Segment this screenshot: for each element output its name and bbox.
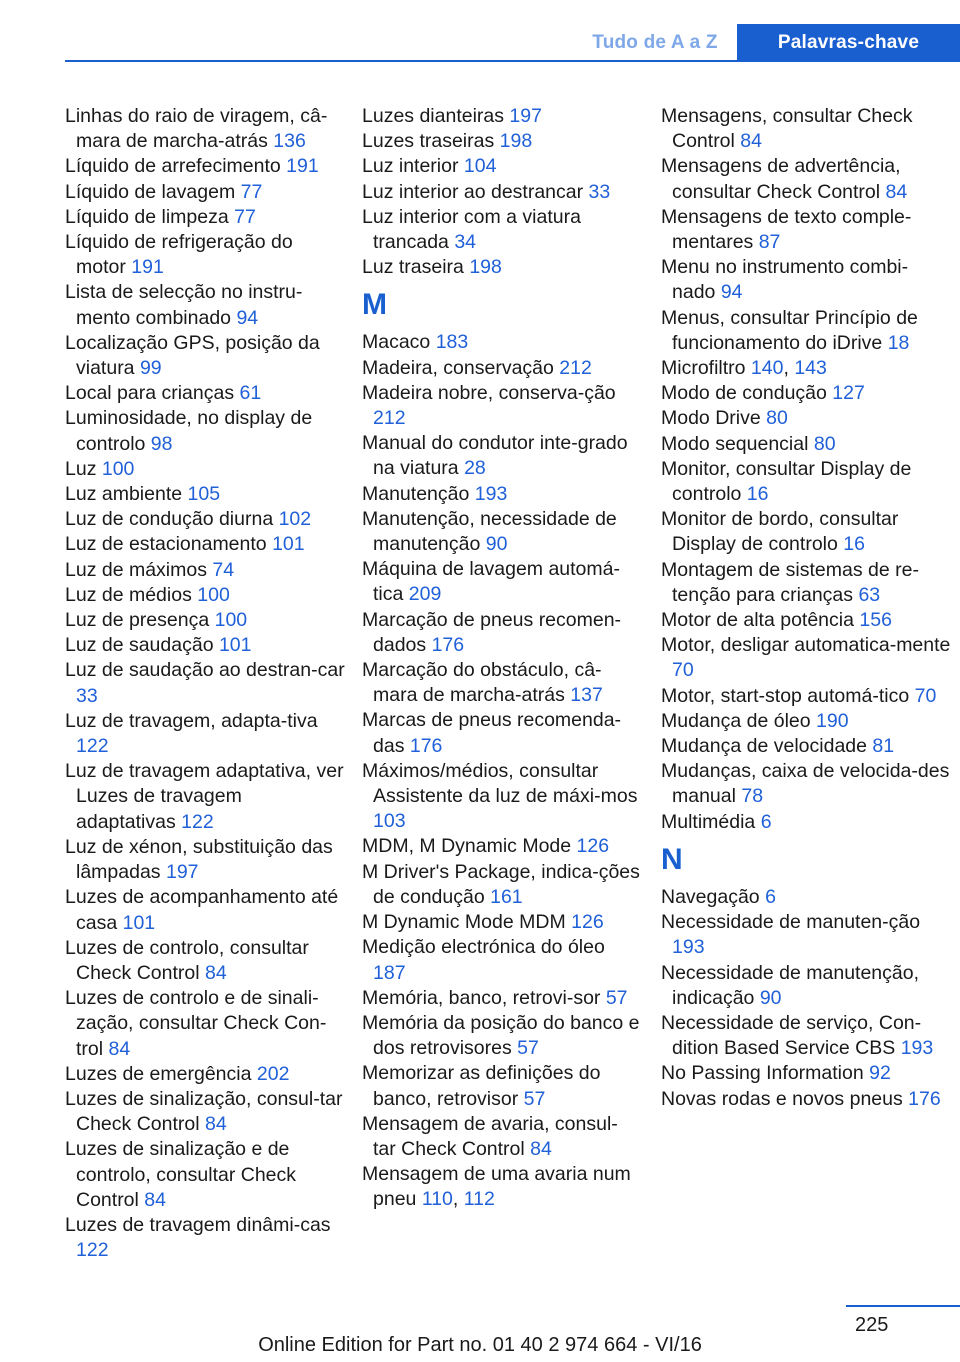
index-entry <box>661 734 951 759</box>
index-term: Marcação do obstáculo, câ-mara de marcha-atrás <box>362 659 602 707</box>
index-entry <box>65 885 345 935</box>
page-link[interactable]: 100 <box>214 609 248 632</box>
index-term: Madeira, conservação <box>362 356 560 379</box>
index-term: M Driver's Package, indica-ções de condução <box>362 860 640 908</box>
index-entry <box>65 154 345 179</box>
index-entry <box>65 633 345 658</box>
page-link[interactable]: 126 <box>576 835 610 858</box>
page-link[interactable]: 105 <box>187 483 221 506</box>
index-term: No Passing Information <box>661 1062 870 1085</box>
index-entry <box>65 381 345 406</box>
index-entry <box>661 810 951 835</box>
page-link[interactable]: 84 <box>108 1037 131 1060</box>
index-entry <box>362 482 640 507</box>
index-term: Máximos/médios, consultar Assistente da luz de máxi-mos <box>362 759 638 808</box>
page-link[interactable]: 187 <box>373 961 406 984</box>
index-entry <box>362 759 640 835</box>
index-term: Necessidade de manuten-ção <box>661 911 921 934</box>
index-term: Luz de médios <box>65 583 198 606</box>
index-entry <box>362 910 640 935</box>
index-entry <box>362 986 640 1011</box>
page-link[interactable]: 84 <box>144 1188 166 1211</box>
index-entry <box>661 885 951 910</box>
index-term: Macaco <box>362 331 436 354</box>
index-term: Modo Drive <box>661 407 767 430</box>
page-link[interactable]: 90 <box>485 533 508 556</box>
index-term: Luz interior com a viatura trancada <box>362 205 581 254</box>
index-entry <box>362 330 640 355</box>
page-link[interactable]: 94 <box>236 306 259 329</box>
page-link[interactable]: 101 <box>272 533 305 556</box>
page-link[interactable]: 77 <box>234 205 256 228</box>
page-link[interactable]: 212 <box>373 407 406 430</box>
page-link[interactable]: 176 <box>409 734 443 757</box>
page-link[interactable]: 84 <box>530 1137 552 1160</box>
index-term: Luz de saudação ao destran-car <box>65 659 345 682</box>
index-entry <box>65 180 345 205</box>
index-entry <box>661 759 951 809</box>
index-term: Mudanças, caixa de velocida-des manual <box>661 760 950 808</box>
index-term: Líquido de refrigeração do motor <box>65 231 293 279</box>
index-term: Multimédia <box>661 810 761 833</box>
index-term: Mudança de velocidade <box>661 735 873 758</box>
index-term: Mensagem de avaria, consul-tar Check Control <box>362 1112 618 1160</box>
index-term: MDM, M Dynamic Mode <box>362 835 577 858</box>
index-term: Mudança de óleo <box>661 709 817 732</box>
index-term: Linhas do raio de viragem, câ-mara de marcha-atrás <box>65 105 328 153</box>
index-term: Luzes de controlo, consultar Check Control <box>65 936 309 984</box>
index-entry <box>65 583 345 608</box>
index-term: Monitor de bordo, consultar Display de controlo <box>661 508 899 556</box>
index-term: Luz de travagem adaptativa, ver Luzes de travagem adaptativas <box>65 760 344 833</box>
index-entry <box>362 431 640 481</box>
page-link[interactable]: 57 <box>523 1087 546 1110</box>
page-link[interactable]: 122 <box>76 735 109 758</box>
index-entry <box>661 1087 951 1112</box>
page-link[interactable]: 101 <box>218 634 252 657</box>
page-link[interactable]: 122 <box>181 810 214 833</box>
page-link[interactable]: 137 <box>570 684 603 707</box>
index-entry <box>362 154 640 179</box>
index-entry <box>65 230 345 280</box>
index-term: Microfiltro <box>661 357 751 380</box>
page-link[interactable]: 176 <box>908 1087 941 1110</box>
section-letter: M <box>362 288 387 322</box>
index-entry <box>65 457 345 482</box>
index-term: Líquido de lavagem <box>65 180 241 203</box>
index-term: Luzes dianteiras <box>362 105 510 127</box>
page-link[interactable]: 63 <box>858 583 881 606</box>
index-entry <box>65 709 345 759</box>
index-term: Manutenção, necessidade de manutenção <box>362 507 617 556</box>
page-link[interactable]: 122 <box>76 1239 109 1262</box>
index-entry <box>65 936 345 986</box>
page-link[interactable]: 90 <box>759 986 782 1009</box>
index-term: Novas rodas e novos pneus <box>661 1087 909 1110</box>
index-entry <box>661 205 951 255</box>
page-link[interactable]: 61 <box>239 382 262 405</box>
page-link[interactable]: 197 <box>509 105 542 127</box>
index-entry <box>65 1137 345 1213</box>
page-link[interactable]: 140 <box>750 357 784 380</box>
index-term: Necessidade de manutenção, indicação <box>661 961 920 1009</box>
index-entry <box>65 759 345 835</box>
page-link[interactable]: 103 <box>373 810 406 833</box>
index-term: Manutenção <box>362 482 475 505</box>
header-tab-palavras-chave[interactable]: Palavras-chave <box>737 24 960 62</box>
page-link[interactable]: 197 <box>165 861 199 884</box>
index-entry <box>362 708 640 758</box>
index-term: Mensagens, consultar Check Control <box>661 105 913 153</box>
page-link[interactable]: 77 <box>240 180 263 203</box>
index-term: Mensagem de uma avaria num pneu <box>362 1163 631 1211</box>
index-entry <box>65 532 345 557</box>
header-rule <box>65 60 960 62</box>
index-entry <box>362 205 640 255</box>
index-entry <box>65 558 345 583</box>
index-term: Luz ambiente <box>65 483 188 506</box>
index-entry <box>661 154 951 204</box>
index-column-2 <box>362 104 640 1213</box>
page-link[interactable]: 33 <box>588 180 611 203</box>
page-link[interactable]: 100 <box>101 457 135 480</box>
page-link[interactable]: 94 <box>720 281 743 304</box>
page-link[interactable]: 16 <box>843 533 865 556</box>
index-entry <box>661 910 951 960</box>
index-entry <box>661 633 951 683</box>
index-entry <box>65 986 345 1062</box>
index-entry <box>661 961 951 1011</box>
index-entry <box>661 558 951 608</box>
index-term: Navegação <box>661 885 766 908</box>
index-term: Luz de travagem, adapta-tiva <box>65 709 318 732</box>
index-entry <box>362 834 640 859</box>
index-term: Líquido de limpeza <box>65 205 235 228</box>
page-link[interactable]: 190 <box>816 709 849 732</box>
index-entry <box>362 1011 640 1061</box>
page-link[interactable]: 87 <box>758 231 781 254</box>
index-term: Monitor, consultar Display de controlo <box>661 457 912 506</box>
page-link[interactable]: 81 <box>872 735 895 758</box>
index-term: Modo sequencial <box>661 432 814 455</box>
index-entry <box>65 205 345 230</box>
index-term: Montagem de sistemas de re-tenção para crianças <box>661 558 919 606</box>
index-entry <box>661 457 951 507</box>
footer-rule <box>846 1305 960 1307</box>
section-letter: N <box>661 842 683 876</box>
index-term: Luz de estacionamento <box>65 533 273 556</box>
index-term: Luz de condução diurna <box>65 508 279 531</box>
index-entry <box>65 1087 345 1137</box>
page-link[interactable]: 34 <box>454 231 477 254</box>
index-term: Luz de saudação <box>65 634 219 657</box>
index-entry <box>362 658 640 708</box>
index-term: Motor de alta potência <box>661 609 860 632</box>
page-link[interactable]: 176 <box>431 633 465 656</box>
page-link[interactable]: 84 <box>204 961 227 984</box>
index-term: Memorizar as definições do banco, retrovisor <box>362 1062 601 1110</box>
page-link[interactable]: 193 <box>672 936 705 959</box>
index-entry <box>362 507 640 557</box>
index-term: Medição electrónica do óleo <box>362 936 605 959</box>
page-link[interactable]: 110 <box>421 1188 453 1211</box>
page-link[interactable]: 80 <box>813 432 836 455</box>
index-entry <box>65 658 345 708</box>
index-entry <box>362 180 640 205</box>
index-entry <box>661 709 951 734</box>
index-entry <box>65 835 345 885</box>
index-entry <box>362 255 640 280</box>
index-entry <box>65 104 345 154</box>
index-entry <box>661 1061 951 1086</box>
page-link[interactable]: 28 <box>464 457 486 480</box>
index-term: Luzes de sinalização, consul-tar Check Control <box>65 1087 343 1136</box>
index-entry <box>362 1112 640 1162</box>
index-term: Mensagens de advertência, consultar Check Control <box>661 155 901 203</box>
index-entry <box>65 608 345 633</box>
index-term: Luzes de sinalização e de controlo, consultar Check Control <box>65 1138 297 1211</box>
page-link[interactable]: 112 <box>463 1188 495 1211</box>
index-entry <box>362 557 640 607</box>
page-link[interactable]: 84 <box>885 180 908 203</box>
index-entry <box>362 104 640 129</box>
index-term: Motor, desligar automatica-mente <box>661 634 951 657</box>
page-link[interactable]: 84 <box>204 1113 227 1136</box>
page-link[interactable]: 57 <box>605 986 628 1009</box>
index-entry <box>661 432 951 457</box>
page-link[interactable]: 92 <box>869 1062 891 1085</box>
page-link[interactable]: 78 <box>741 785 764 808</box>
page-link[interactable]: 74 <box>212 558 235 581</box>
page-link[interactable]: 104 <box>463 155 497 178</box>
index-term: Modo de condução <box>661 382 833 405</box>
index-entry <box>362 381 640 431</box>
index-term: Localização GPS, posição da viatura <box>65 331 320 380</box>
index-entry <box>362 1061 640 1111</box>
page-separator: , <box>452 1188 464 1211</box>
index-entry <box>661 406 951 431</box>
page-number: 225 <box>855 1314 889 1336</box>
index-term: Máquina de lavagem automá-tica <box>362 558 620 606</box>
page-link[interactable]: 98 <box>150 432 173 455</box>
page-link[interactable]: 191 <box>286 155 319 178</box>
index-term: Luz interior ao destrancar <box>362 180 589 203</box>
page-link[interactable]: 100 <box>197 583 230 606</box>
index-term: Luz de presença <box>65 609 215 632</box>
page-link[interactable]: 136 <box>273 130 306 153</box>
index-entry <box>661 306 951 356</box>
page-link[interactable]: 33 <box>76 684 98 707</box>
index-term: Manual do condutor inte-grado na viatura <box>362 432 628 480</box>
index-column-1 <box>65 104 345 1263</box>
index-term: Marcas de pneus recomenda-das <box>362 709 622 757</box>
page-link[interactable]: 99 <box>139 357 162 380</box>
index-entry <box>661 255 951 305</box>
index-term: Memória da posição do banco e dos retrovisores <box>362 1011 640 1060</box>
page-link[interactable]: 127 <box>832 382 865 405</box>
index-entry <box>362 129 640 154</box>
index-term: Luzes traseiras <box>362 130 500 153</box>
index-entry <box>661 381 951 406</box>
index-entry <box>661 356 951 381</box>
index-entry <box>362 608 640 658</box>
index-term: Luz de xénon, substituição das lâmpadas <box>65 835 333 884</box>
page-link[interactable]: 209 <box>408 583 442 606</box>
index-term: Madeira nobre, conserva-ção <box>362 381 616 404</box>
page-link[interactable]: 191 <box>131 256 164 279</box>
index-term: Luzes de acompanhamento até casa <box>65 886 339 934</box>
page-link[interactable]: 70 <box>672 659 694 682</box>
page-link[interactable]: 143 <box>794 357 827 380</box>
page-link[interactable]: 18 <box>887 331 910 354</box>
index-term: Líquido de arrefecimento <box>65 155 287 178</box>
index-term: Luzes de travagem dinâmi-cas <box>65 1213 331 1236</box>
index-term: Luz interior <box>362 155 464 178</box>
page-link[interactable]: 156 <box>859 609 892 632</box>
index-entry <box>362 356 640 381</box>
page-separator: , <box>783 357 795 380</box>
index-column-3 <box>661 104 951 1112</box>
page-link[interactable]: 80 <box>766 407 788 430</box>
index-entry <box>65 1062 345 1087</box>
index-entry <box>661 507 951 557</box>
index-term: Local para crianças <box>65 382 240 405</box>
index-term: Luzes de controlo e de sinali-zação, consultar Check Con-trol <box>65 987 327 1060</box>
page-link[interactable]: 193 <box>900 1037 934 1060</box>
index-term: Luz de máximos <box>65 558 213 581</box>
page-link[interactable]: 57 <box>517 1037 539 1060</box>
index-entry <box>362 1162 640 1212</box>
index-entry <box>65 280 345 330</box>
index-term: Necessidade de serviço, Con-dition Based Service CBS <box>661 1011 922 1060</box>
index-entry <box>362 935 640 985</box>
page-link[interactable]: 16 <box>746 483 769 506</box>
page-link[interactable]: 102 <box>278 508 312 531</box>
page-link[interactable]: 198 <box>469 256 502 279</box>
page-link[interactable]: 161 <box>490 885 523 908</box>
index-entry <box>661 608 951 633</box>
index-entry <box>65 1213 345 1263</box>
index-term: M Dynamic Mode MDM <box>362 911 572 934</box>
page-link[interactable]: 198 <box>499 130 533 153</box>
index-entry <box>362 860 640 910</box>
index-entry <box>661 104 951 154</box>
page-link[interactable]: 193 <box>474 482 508 505</box>
page-link[interactable]: 84 <box>740 130 762 153</box>
index-term: Menu no instrumento combi-nado <box>661 256 909 304</box>
index-entry <box>65 482 345 507</box>
page-link[interactable]: 212 <box>559 356 592 379</box>
index-term: Menus, consultar Princípio de funcionamento do iDrive <box>661 306 918 354</box>
index-term: Luminosidade, no display de controlo <box>65 407 313 455</box>
index-entry <box>65 406 345 456</box>
page-link[interactable]: 6 <box>760 810 772 833</box>
index-entry <box>65 507 345 532</box>
index-term: Luzes de emergência <box>65 1062 257 1085</box>
index-term: Marcação de pneus recomen-dados <box>362 608 622 656</box>
footer-edition-text: Online Edition for Part no. 01 40 2 974 664 - VI/16 <box>258 1334 702 1356</box>
index-term: Luz traseira <box>362 256 470 279</box>
header-tab-tudo-de-a-a-z[interactable]: Tudo de A a Z <box>592 32 718 53</box>
index-entry <box>661 1011 951 1061</box>
page-link[interactable]: 202 <box>256 1062 290 1085</box>
page-link[interactable]: 6 <box>765 885 776 908</box>
page-link[interactable]: 101 <box>122 911 156 934</box>
page-link[interactable]: 70 <box>914 684 937 707</box>
index-entry <box>661 684 951 709</box>
index-term: Luz <box>65 457 102 480</box>
index-term: Memória, banco, retrovi-sor <box>362 986 606 1009</box>
page-link[interactable]: 126 <box>571 911 604 934</box>
index-entry <box>65 331 345 381</box>
index-term: Mensagens de texto comple-mentares <box>661 205 912 254</box>
index-term: Lista de selecção no instru-mento combinado <box>65 281 303 329</box>
index-term: Motor, start-stop automá-tico <box>661 684 915 707</box>
page-link[interactable]: 183 <box>435 331 469 354</box>
